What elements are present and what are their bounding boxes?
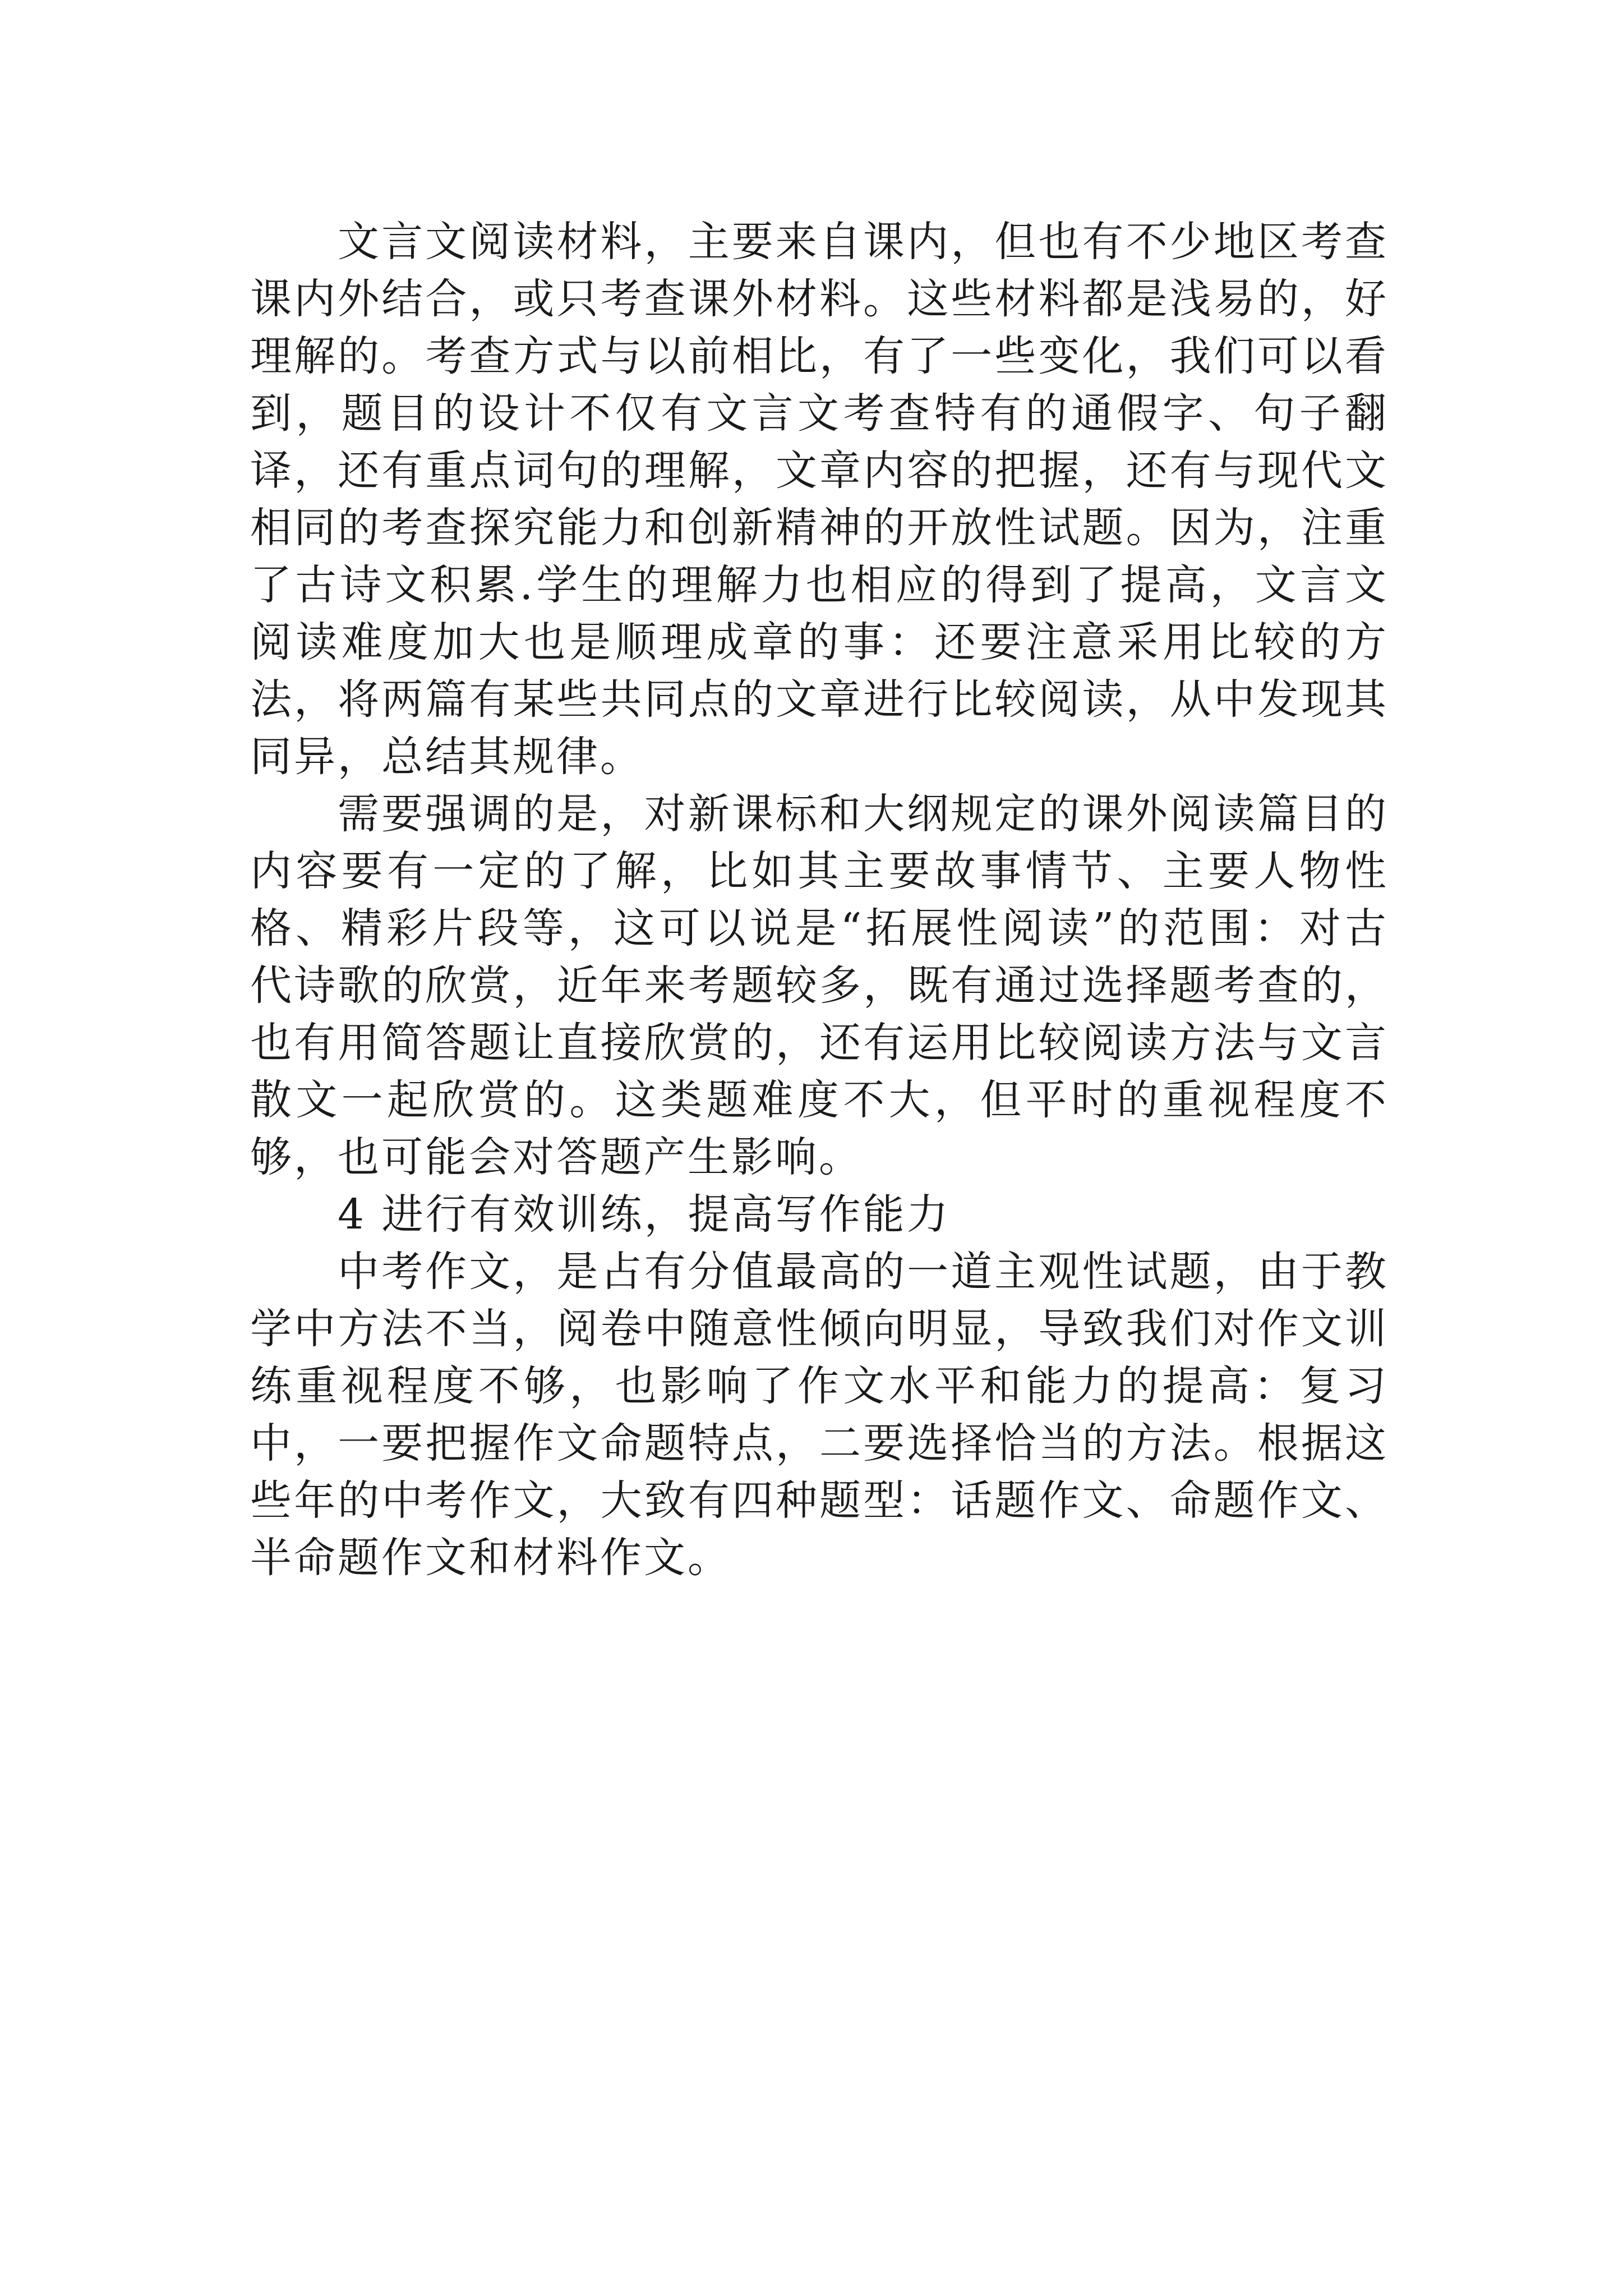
- paragraph-composition: 中考作文，是占有分值最高的一道主观性试题，由于教学中方法不当，阅卷中随意性倾向明显，导致我们对作文训练重视程度不够，也影响了作文水平和能力的提高：复习中，一要把握作文命题特点，二要选择恰当的方法。根据这些年的中考作文，大致有四种题型：话题作文、命题作文、半命题作文和材料作文。: [250, 1248, 1389, 1582]
- document-body: [250, 213, 1389, 1586]
- paragraph-extended-reading: 需要强调的是，对新课标和大纲规定的课外阅读篇目的内容要有一定的了解，比如其主要故事情节、主要人物性格、精彩片段等，这可以说是“拓展性阅读”的范围：对古代诗歌的欣赏，近年来考题较多，既有通过选择题考查的，也有用简答题让直接欣赏的，还有运用比较阅读方法与文言散文一起欣赏的。这类题难度不大，但平时的重视程度不够，也可能会对答题产生影响。: [250, 790, 1389, 1181]
- paragraph-classical-reading: 文言文阅读材料，主要来自课内，但也有不少地区考查课内外结合，或只考查课外材料。这些材料都是浅易的，好理解的。考查方式与以前相比，有了一些变化，我们可以看到，题目的设计不仅有文言文考查特有的通假字、句子翻译，还有重点词句的理解，文章内容的把握，还有与现代文相同的考查探究能力和创新精神的开放性试题。因为，注重了古诗文积累.学生的理解力也相应的得到了提高，文言文阅读难度加大也是顺理成章的事：还要注意采用比较的方法，将两篇有某些共同点的文章进行比较阅读，从中发现其同异，总结其规律。: [250, 218, 1389, 781]
- section-heading: 4 进行有效训练，提高写作能力: [338, 1190, 951, 1239]
